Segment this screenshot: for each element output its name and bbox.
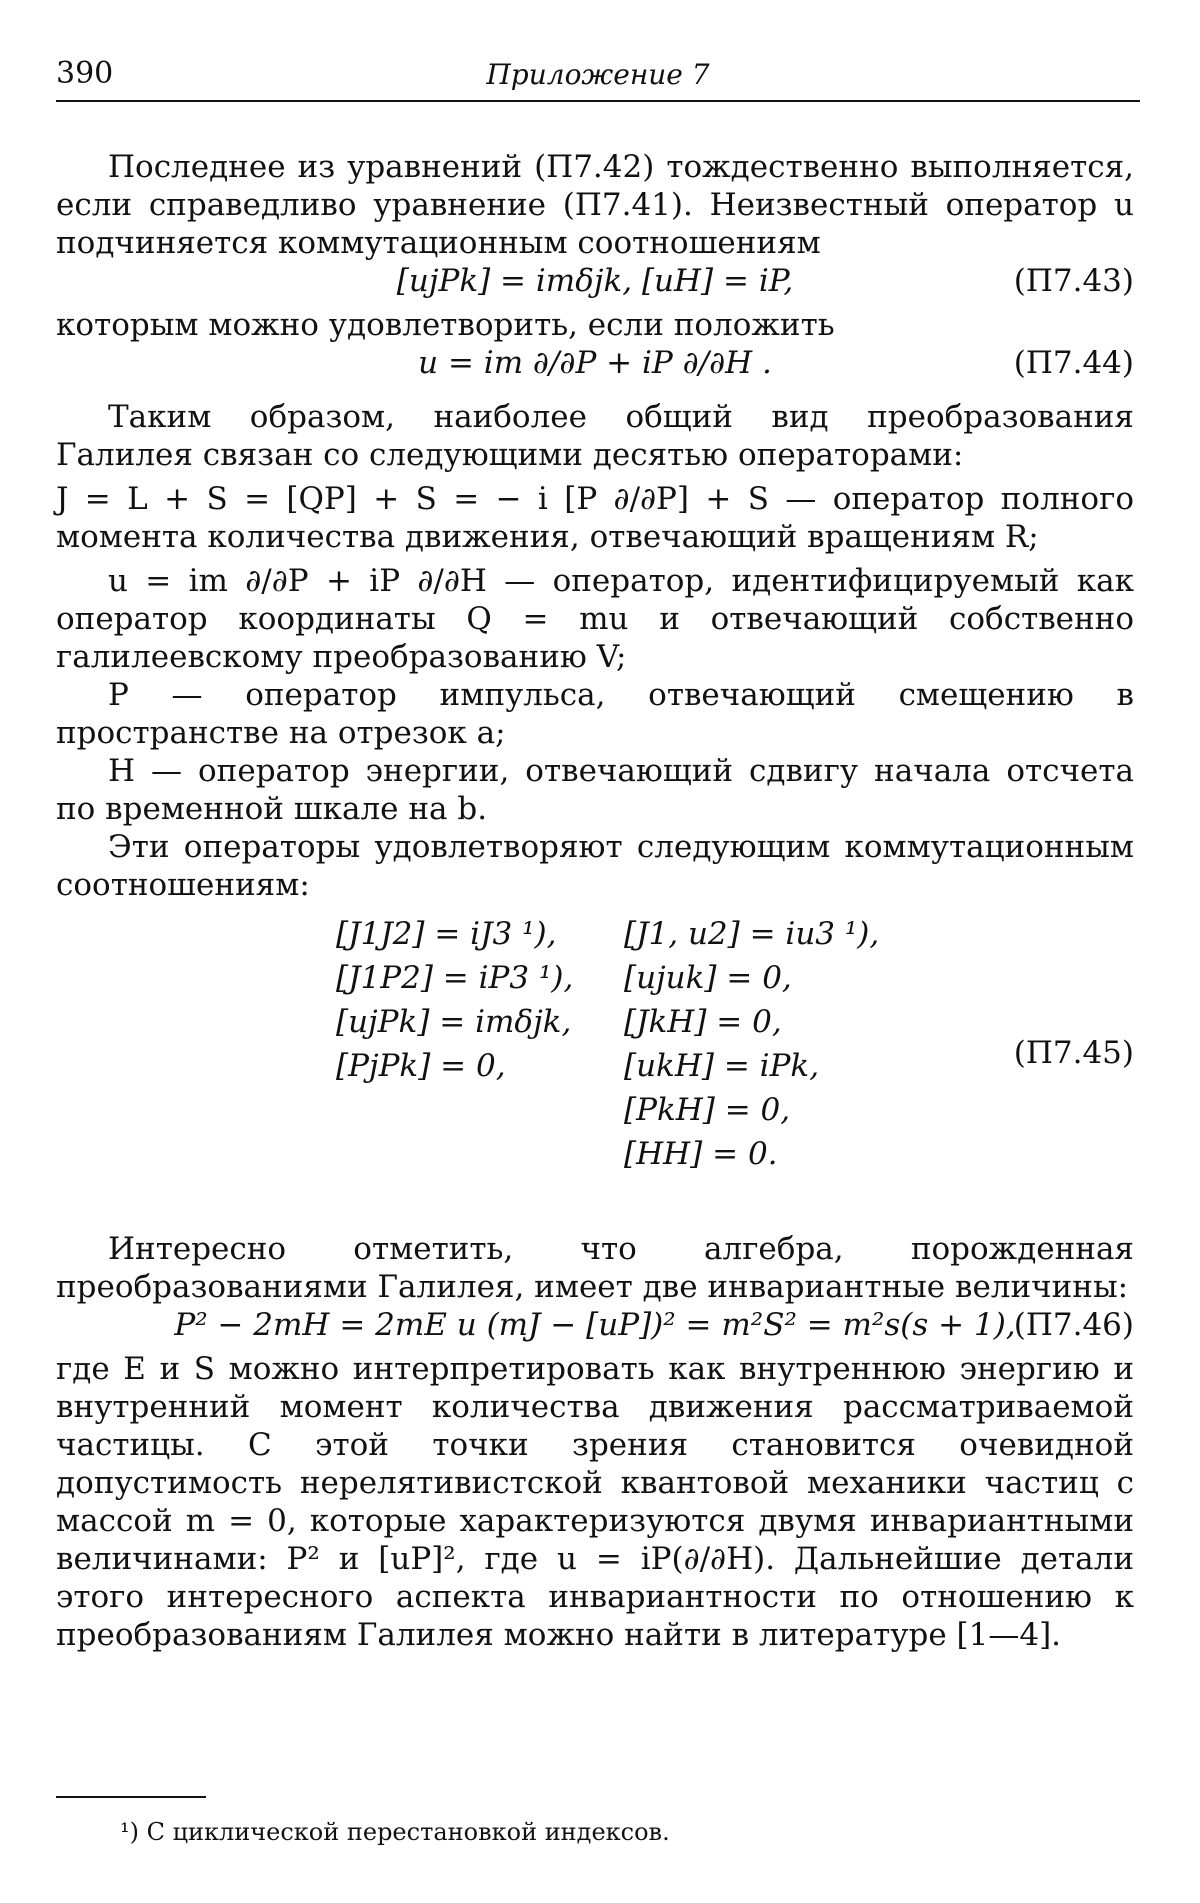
footnote-rule (56, 1796, 206, 1798)
system-left-column (336, 912, 596, 1088)
system-left-row: [J1P2] = iP3 ¹), (336, 960, 574, 996)
system-right-row: [PkH] = 0, (624, 1092, 791, 1128)
system-left-row: [J1J2] = iJ3 ¹), (336, 916, 557, 952)
paragraph-6: где E и S можно интерпретировать как внутреннюю энергию и внутренний момент количества движения рассматриваемой частицы. С этой точки зрения становится очевидной допустимость нерелятивистской квантовой механики частиц с массой m = 0, которые характеризуются двумя инвариантными величинами: P² и [uP]², где u = iP(∂/∂H). Дальнейшие детали этого интересного аспекта инвариантности по отношению к преобразованиям Галилея можно найти в литературе [1—4]. (56, 1351, 1134, 1653)
paragraph-5: Интересно отметить, что алгебра, порожденная преобразованиями Галилея, имеет две инвариантные величины: (56, 1231, 1134, 1305)
operator-J-item: J = L + S = [QP] + S = − i [P ∂/∂P] + S — оператор полного момента количества движения, отвечающий вращениям R; (56, 481, 1134, 555)
page-header (56, 50, 1140, 102)
system-right-column (624, 912, 894, 1176)
system-right-row: [J1, u2] = iu3 ¹), (624, 916, 880, 952)
paragraph-1: Последнее из уравнений (П7.42) тождественно выполняется, если справедливо уравнение (П7.41). Неизвестный оператор u подчиняется коммутационным соотношениям (56, 149, 1134, 261)
equation-p7-43 (56, 262, 1134, 306)
footnote: ¹) С циклической перестановкой индексов. (120, 1818, 670, 1846)
equation-p7-43-number: (П7.43) (1013, 263, 1134, 299)
equation-p7-43-body: [ujPk] = imδjk, [uH] = iP, (396, 263, 794, 299)
equation-p7-44-body: u = im ∂/∂P + iP ∂/∂H . (418, 345, 772, 381)
paragraph-3: Таким образом, наиболее общий вид преобразования Галилея связан со следующими десятью операторами: (56, 399, 1134, 473)
equation-system-p7-45 (56, 912, 1134, 1220)
operator-H-item: H — оператор энергии, отвечающий сдвигу начала отсчета по временной шкале на b. (56, 753, 1134, 827)
equation-p7-46-body: P² − 2mH = 2mE и (mJ − [uP])² = m²S² = m²s(s + 1), (174, 1307, 1016, 1343)
operator-P-item: P — оператор импульса, отвечающий смещению в пространстве на отрезок a; (56, 677, 1134, 751)
page-number: 390 (56, 56, 114, 91)
equation-p7-44-number: (П7.44) (1013, 345, 1134, 381)
system-right-row: [JkH] = 0, (624, 1004, 782, 1040)
paragraph-4: Эти операторы удовлетворяют следующим коммутационным соотношениям: (56, 829, 1134, 903)
operator-u-item: u = im ∂/∂P + iP ∂/∂H — оператор, идентифицируемый как оператор координаты Q = mu и отвечающий собственно галилеевскому преобразованию V; (56, 563, 1134, 675)
system-right-row: [ukH] = iPk, (624, 1048, 820, 1084)
system-left-row: [ujPk] = imδjk, (336, 1004, 572, 1040)
system-left-row: [PjPk] = 0, (336, 1048, 506, 1084)
equation-p7-44 (56, 344, 1134, 388)
main-text (56, 148, 1134, 1654)
equation-p7-46-number: (П7.46) (1013, 1307, 1134, 1343)
paragraph-2: которым можно удовлетворить, если положить (56, 307, 835, 343)
equation-p7-46 (56, 1306, 1134, 1350)
running-title: Приложение 7 (486, 58, 710, 91)
equation-p7-45-number: (П7.45) (1013, 1035, 1134, 1071)
system-right-row: [ujuk] = 0, (624, 960, 792, 996)
system-right-row: [HH] = 0. (624, 1136, 778, 1172)
